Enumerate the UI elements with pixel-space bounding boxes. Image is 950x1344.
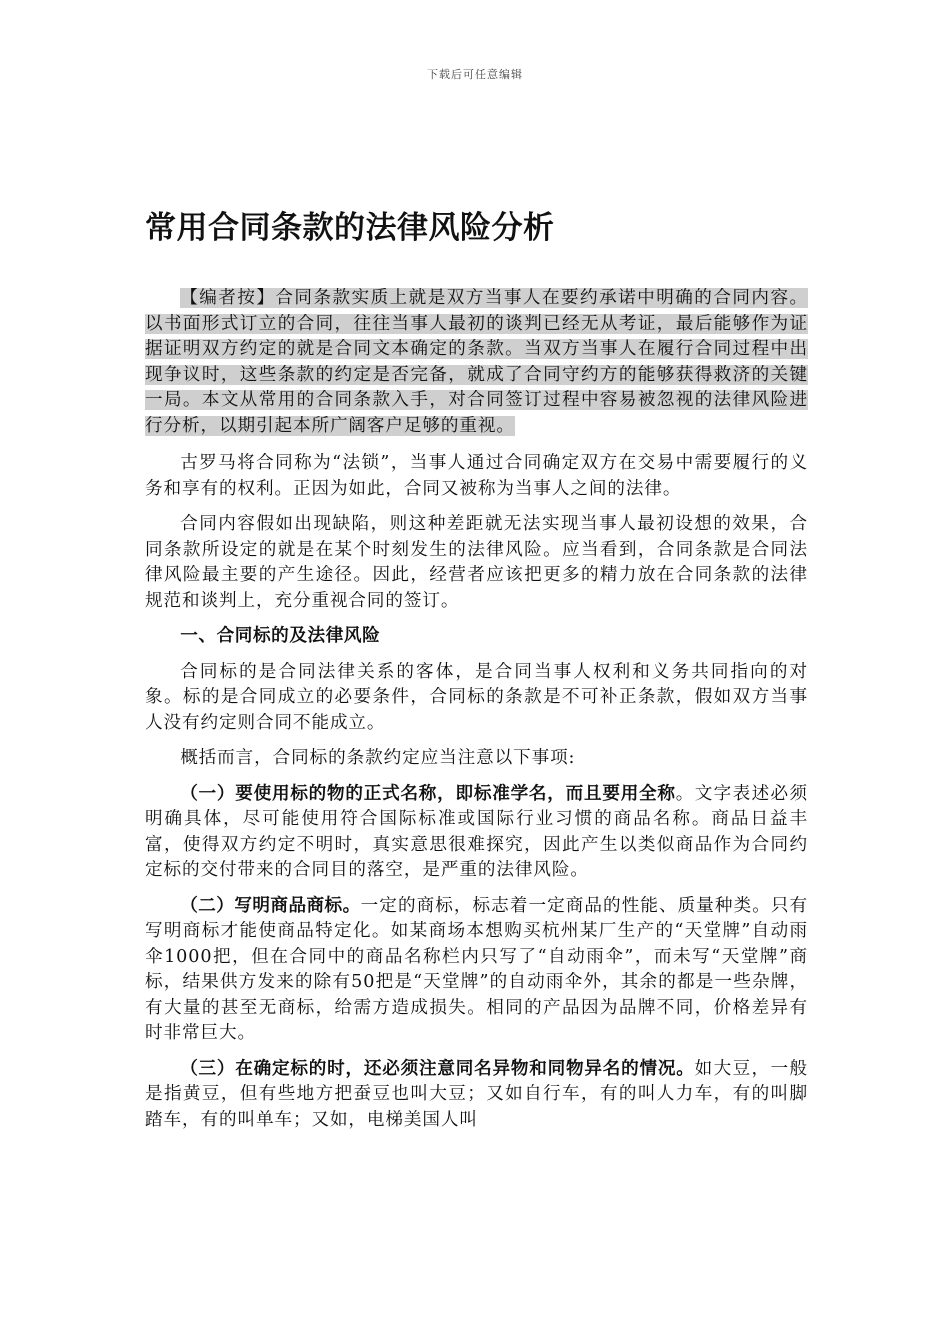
header-note: 下载后可任意编辑 — [427, 68, 523, 81]
document-title: 常用合同条款的法律风险分析 — [145, 210, 555, 246]
item-lead-2: （二）写明商品商标。 — [180, 895, 361, 916]
item-paragraph-3 — [145, 1057, 808, 1134]
item-text-2: 一定的商标，标志着一定商品的性能、质量种类。只有写明商标才能使商品特定化。如某商场本想购买杭州某厂生产的“天堂牌”自动雨伞1000把，但在合同中的商品名称栏内只写了“自动雨伞”，而未写“天堂牌”商标，结果供方发来的除有50把是“天堂牌”的自动雨伞外，其余的都是一些杂牌，有大量的甚至无商标，给需方造成损失。相同的产品因为品牌不同，价格差异有时非常巨大。 — [145, 895, 808, 1043]
document-body — [145, 286, 808, 1143]
item-paragraph-1 — [145, 782, 808, 884]
item-text-3: 如大豆，一般是指黄豆，但有些地方把蚕豆也叫大豆；又如自行车，有的叫人力车，有的叫脚踏车，有的叫单车；又如，电梯美国人叫 — [145, 1058, 808, 1130]
section-paragraph-2: 概括而言，合同标的条款约定应当注意以下事项: — [180, 748, 576, 768]
item-paragraph-2 — [145, 894, 808, 1047]
editor-note-text: 【编者按】合同条款实质上就是双方当事人在要约承诺中明确的合同内容。以书面形式订立的合同，往往当事人最初的谈判已经无从考证，最后能够作为证据证明双方约定的就是合同文本确定的条款。当双方当事人在履行合同过程中出现争议时，这些条款的约定是否完备，就成了合同守约方的能够获得救济的关键一局。本文从常用的合同条款入手，对合同签订过程中容易被忽视的法律风险进行分析，以期引起本所广阔客户足够的重视。 — [145, 288, 808, 436]
item-lead-1: （一）要使用标的物的正式名称，即标准学名，而且要用全称 — [180, 783, 676, 804]
item-text-1: 。文字表述必须明确具体，尽可能使用符合国际标准或国际行业习惯的商品名称。商品日益丰富，使得双方约定不明时，真实意思很难探究，因此产生以类似商品作为合同约定标的交付带来的合同目的落空，是严重的法律风险。 — [145, 783, 808, 880]
item-lead-3: （三）在确定标的时，还必须注意同名异物和同物异名的情况。 — [180, 1058, 695, 1079]
paragraph-intro-2: 合同内容假如出现缺陷，则这种差距就无法实现当事人最初设想的效果，合同条款所设定的就是在某个时刻发生的法律风险。应当看到，合同条款是合同法律风险最主要的产生途径。因此，经营者应该把更多的精力放在合同条款的法律规范和谈判上，充分重视合同的签订。 — [145, 514, 808, 611]
paragraph-intro-1: 古罗马将合同称为“法锁”，当事人通过合同确定双方在交易中需要履行的义务和享有的权利。正因为如此，合同又被称为当事人之间的法律。 — [145, 453, 808, 499]
section-heading: 一、合同标的及法律风险 — [180, 626, 381, 646]
editor-note-paragraph — [145, 286, 808, 439]
section-paragraph-1: 合同标的是合同法律关系的客体，是合同当事人权利和义务共同指向的对象。标的是合同成立的必要条件，合同标的条款是不可补正条款，假如双方当事人没有约定则合同不能成立。 — [145, 661, 808, 733]
